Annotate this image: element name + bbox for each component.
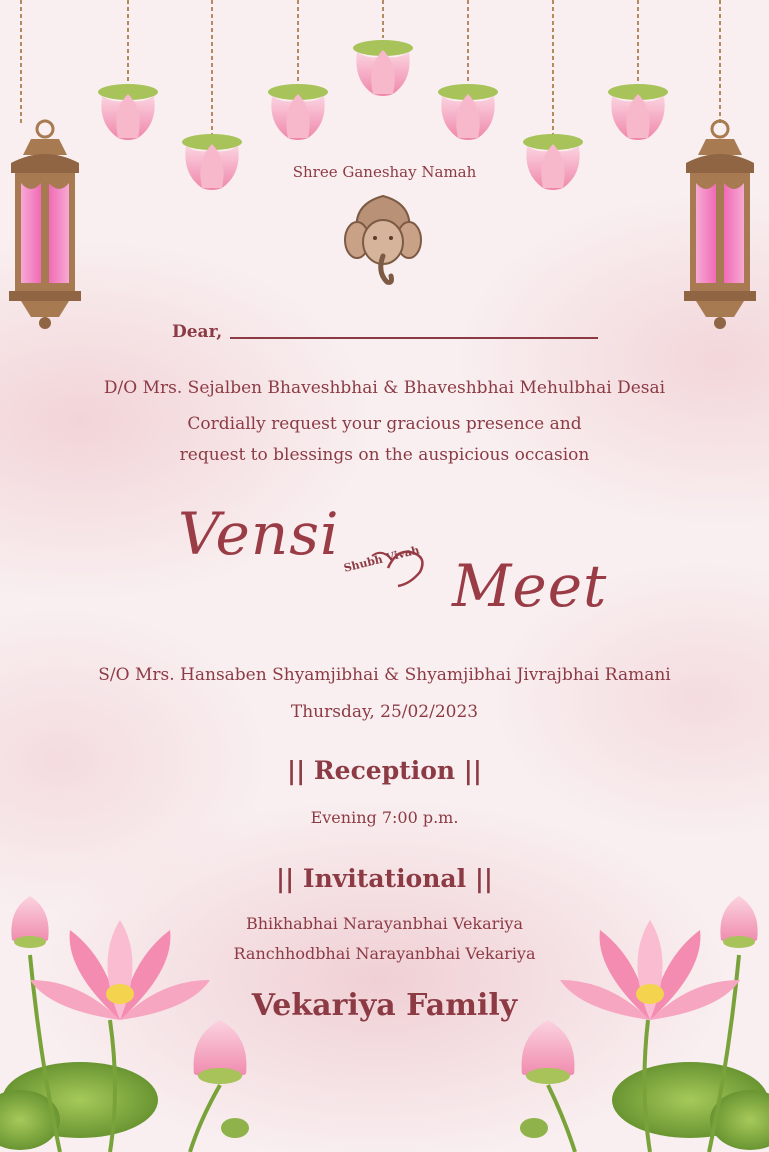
event-date: Thursday, 25/02/2023 — [290, 702, 479, 722]
lantern-icon — [684, 121, 756, 329]
request-line-2: request to blessings on the auspicious occasion — [179, 445, 590, 465]
request-line-1: Cordially request your gracious presence and — [187, 414, 582, 434]
guest-name-line — [230, 337, 598, 339]
invitational-name-1: Bhikhabhai Narayanbhai Vekariya — [245, 914, 524, 933]
blessing-text: Shree Ganeshay Namah — [292, 163, 477, 181]
family-name: Vekariya Family — [251, 988, 518, 1023]
ganesha-icon — [345, 196, 421, 282]
reception-title: || Reception || — [287, 756, 482, 785]
invitational-name-2: Ranchhodbhai Narayanbhai Vekariya — [233, 944, 536, 963]
bride-parents-line: D/O Mrs. Sejalben Bhaveshbhai & Bhaveshbhai Mehulbhai Desai — [103, 378, 666, 398]
bride-name: Vensi — [178, 500, 340, 568]
groom-parents-line: S/O Mrs. Hansaben Shyamjibhai & Shyamjibhai Jivrajbhai Ramani — [98, 665, 671, 685]
groom-name: Meet — [452, 552, 608, 620]
shubh-vivah-label: Shubh Vivah — [342, 543, 421, 575]
dear-label: Dear, — [172, 322, 223, 342]
event-time: Evening 7:00 p.m. — [310, 808, 459, 827]
greeting-row — [172, 322, 598, 342]
invitational-title: || Invitational || — [275, 864, 494, 893]
lantern-icon — [9, 121, 81, 329]
